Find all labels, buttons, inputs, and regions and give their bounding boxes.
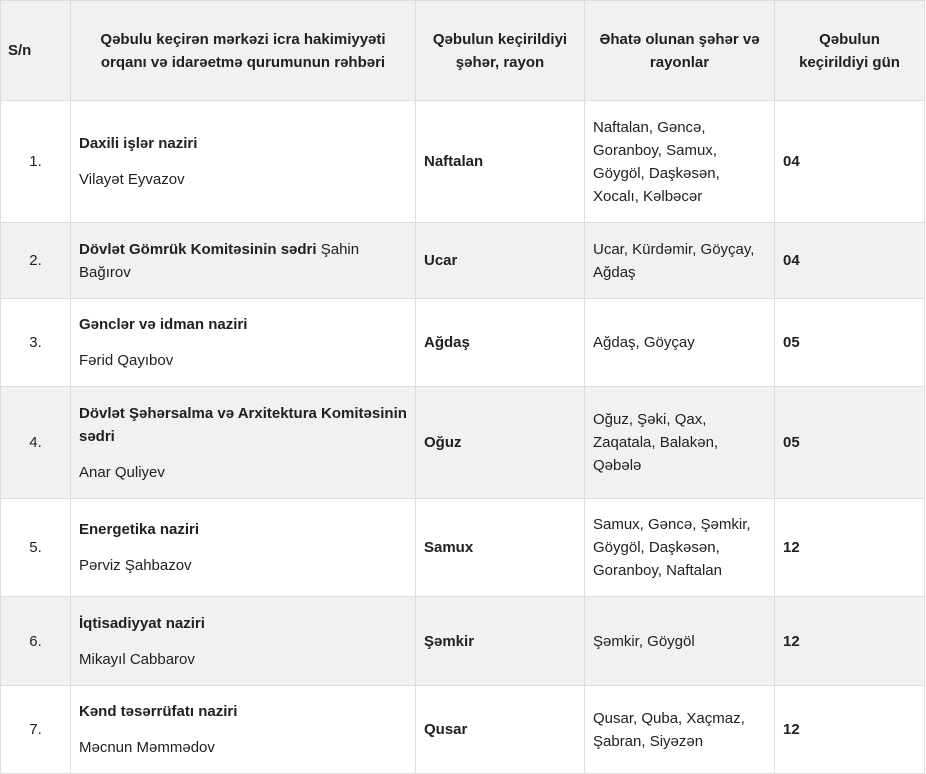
areas-cell: Şəmkir, Göygöl — [585, 597, 775, 686]
official-cell — [71, 499, 416, 597]
row-number: 4. — [1, 387, 71, 499]
day-cell: 12 — [775, 499, 925, 597]
city-cell: Naftalan — [416, 101, 585, 223]
official-name: Anar Quliyev — [79, 463, 165, 481]
official-name: Vilayət Eyvazov — [79, 171, 185, 188]
header-sn: S/n — [1, 1, 71, 101]
official-cell — [71, 299, 416, 387]
row-number: 5. — [1, 499, 71, 597]
day-cell: 12 — [775, 597, 925, 686]
city-cell: Ağdaş — [416, 299, 585, 387]
city-cell: Şəmkir — [416, 597, 585, 686]
table-header-row — [1, 1, 925, 101]
header-day: Qəbulun keçirildiyi gün — [775, 1, 925, 101]
official-name: Məcnun Məmmədov — [79, 739, 215, 756]
day-cell: 05 — [775, 299, 925, 387]
table-row — [1, 223, 925, 299]
row-number: 2. — [1, 223, 71, 299]
official-title: İqtisadiyyat naziri — [79, 614, 205, 632]
official-cell — [71, 597, 416, 686]
official-name: Fərid Qayıbov — [79, 352, 174, 369]
official-name: Mikayıl Cabbarov — [79, 650, 195, 668]
official-name: Pərviz Şahbazov — [79, 557, 192, 574]
official-name: Şahin Bağırov — [79, 240, 360, 281]
areas-cell: Oğuz, Şəki, Qax, Zaqatala, Balakən, Qəbələ — [585, 387, 775, 499]
table-row — [1, 387, 925, 499]
areas-cell: Qusar, Quba, Xaçmaz, Şabran, Siyəzən — [585, 686, 775, 774]
areas-cell: Ucar, Kürdəmir, Göyçay, Ağdaş — [585, 223, 775, 299]
official-cell — [71, 223, 416, 299]
official-cell — [71, 387, 416, 499]
city-cell: Ucar — [416, 223, 585, 299]
header-official: Qəbulu keçirən mərkəzi icra hakimiyyəti orqanı və idarəetmə qurumunun rəhbəri — [71, 1, 416, 101]
day-cell: 04 — [775, 223, 925, 299]
row-number: 3. — [1, 299, 71, 387]
day-cell: 12 — [775, 686, 925, 774]
official-cell — [71, 686, 416, 774]
official-title: Kənd təsərrüfatı naziri — [79, 703, 238, 720]
areas-cell: Samux, Gəncə, Şəmkir, Göygöl, Daşkəsən, Goranboy, Naftalan — [585, 499, 775, 597]
table-row — [1, 499, 925, 597]
city-cell: Oğuz — [416, 387, 585, 499]
table-row — [1, 597, 925, 686]
row-number: 1. — [1, 101, 71, 223]
table-row — [1, 299, 925, 387]
city-cell: Samux — [416, 499, 585, 597]
row-number: 6. — [1, 597, 71, 686]
areas-cell: Naftalan, Gəncə, Goranboy, Samux, Göygöl, Daşkəsən, Xocalı, Kəlbəcər — [585, 101, 775, 223]
official-title: Daxili işlər naziri — [79, 135, 198, 152]
header-areas: Əhatə olunan şəhər və rayonlar — [585, 1, 775, 101]
official-title: Dövlət Şəhərsalma və Arxitektura Komitəsinin sədri — [79, 404, 407, 445]
header-city: Qəbulun keçirildiyi şəhər, rayon — [416, 1, 585, 101]
row-number: 7. — [1, 686, 71, 774]
table-row — [1, 101, 925, 223]
official-title: Dövlət Gömrük Komitəsinin sədri — [79, 240, 317, 258]
table-row — [1, 686, 925, 774]
day-cell: 04 — [775, 101, 925, 223]
city-cell: Qusar — [416, 686, 585, 774]
day-cell: 05 — [775, 387, 925, 499]
official-cell — [71, 101, 416, 223]
areas-cell: Ağdaş, Göyçay — [585, 299, 775, 387]
official-title: Energetika naziri — [79, 521, 200, 538]
official-title: Gənclər və idman naziri — [79, 316, 248, 333]
